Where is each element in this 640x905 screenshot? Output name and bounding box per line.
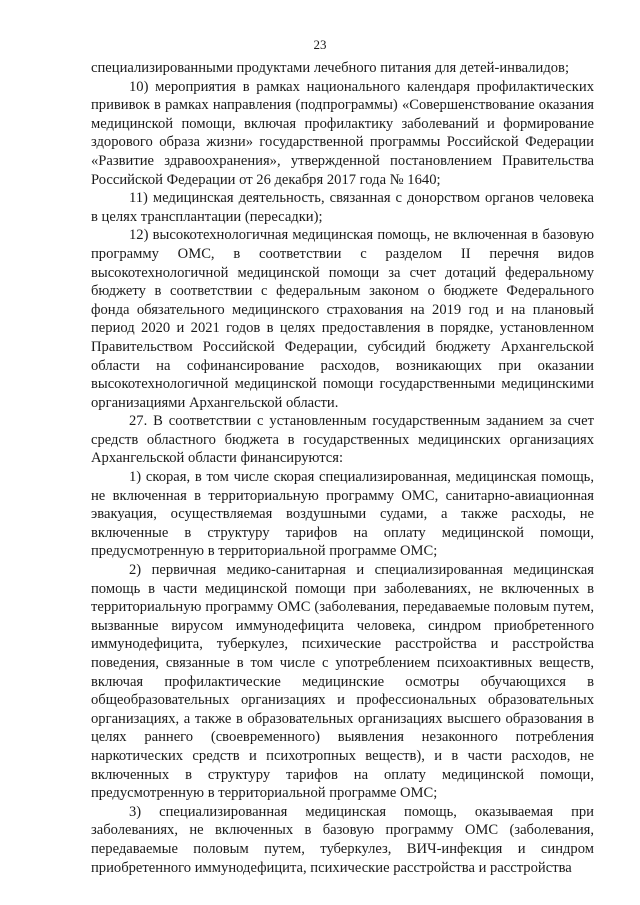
paragraph-item-11: 11) медицинская деятельность, связанная с донорством органов человека в целях трансплантации (пересадки); <box>91 190 594 225</box>
paragraph-clause-27-item-2: 2) первичная медико-санитарная и специализированная медицинская помощь в части медицинской помощи при заболеваниях, не включенных в территориальную программу ОМС (заболевания, передаваемые половым путем, вызванные вирусом иммунодефицита человека, синдром приобретенного иммунодефицита, туберкулез, психические расстройства и расстройства поведения, связанные в том числе с употреблением психоактивных веществ, включая профилактические медицинские осмотры обучающихся в общеобразовательных организациях и профессиональных образовательных организациях, а также в образовательных организациях высшего образования в целях раннего (своевременного) выявления незаконного потребления наркотических средств и психотропных веществ), и в части расходов, не включенных в структуру тарифов на оплату медицинской помощи, предусмотренную в территориальной программе ОМС; <box>91 562 594 802</box>
page-number: 23 <box>313 37 327 52</box>
paragraph-clause-27-item-1: 1) скорая, в том числе скорая специализированная, медицинская помощь, не включенная в территориальную программу ОМС, санитарно-авиационная эвакуация, осуществляемая воздушными судами, а также расходы, не включенные в структуру тарифов на оплату медицинской помощи, предусмотренную в территориальной программе ОМС; <box>91 469 594 560</box>
paragraph-item-10: 10) мероприятия в рамках национального календаря профилактических прививок в рамках направления (подпрограммы) «Совершенствование оказания медицинской помощи, включая профилактику заболеваний и формирование здорового образа жизни» государственной программы Российской Федерации «Развитие здравоохранения», утвержденной постановлением Правительства Российской Федерации от 26 декабря 2017 года № 1640; <box>91 78 594 188</box>
paragraph-clause-27: 27. В соответствии с установленным государственным заданием за счет средств областного бюджета в государственных медицинских организациях Архангельской области финансируются: <box>91 413 594 467</box>
paragraph-continuation: специализированными продуктами лечебного питания для детей-инвалидов; <box>91 60 570 76</box>
document-body <box>91 59 594 877</box>
paragraph-clause-27-item-3: 3) специализированная медицинская помощь, оказываемая при заболеваниях, не включенных в базовую программу ОМС (заболевания, передаваемые половым путем, туберкулез, ВИЧ-инфекция и синдром приобретенного иммунодефицита, психические расстройства и расстройства <box>91 803 594 876</box>
paragraph-item-12: 12) высокотехнологичная медицинская помощь, не включенная в базовую программу ОМС, в соответствии с разделом II перечня видов высокотехнологичной медицинской помощи за счет дотаций федеральному бюджету в соответствии с федеральным законом о бюджете Федерального фонда обязательного медицинского страхования на 2019 год и на плановый период 2020 и 2021 годов в целях предоставления в порядке, установленном Правительством Российской Федерации, субсидий бюджету Архангельской области на софинансирование расходов, возникающих при оказании высокотехнологичной медицинской помощи государственными медицинскими организациями Архангельской области. <box>91 227 594 411</box>
